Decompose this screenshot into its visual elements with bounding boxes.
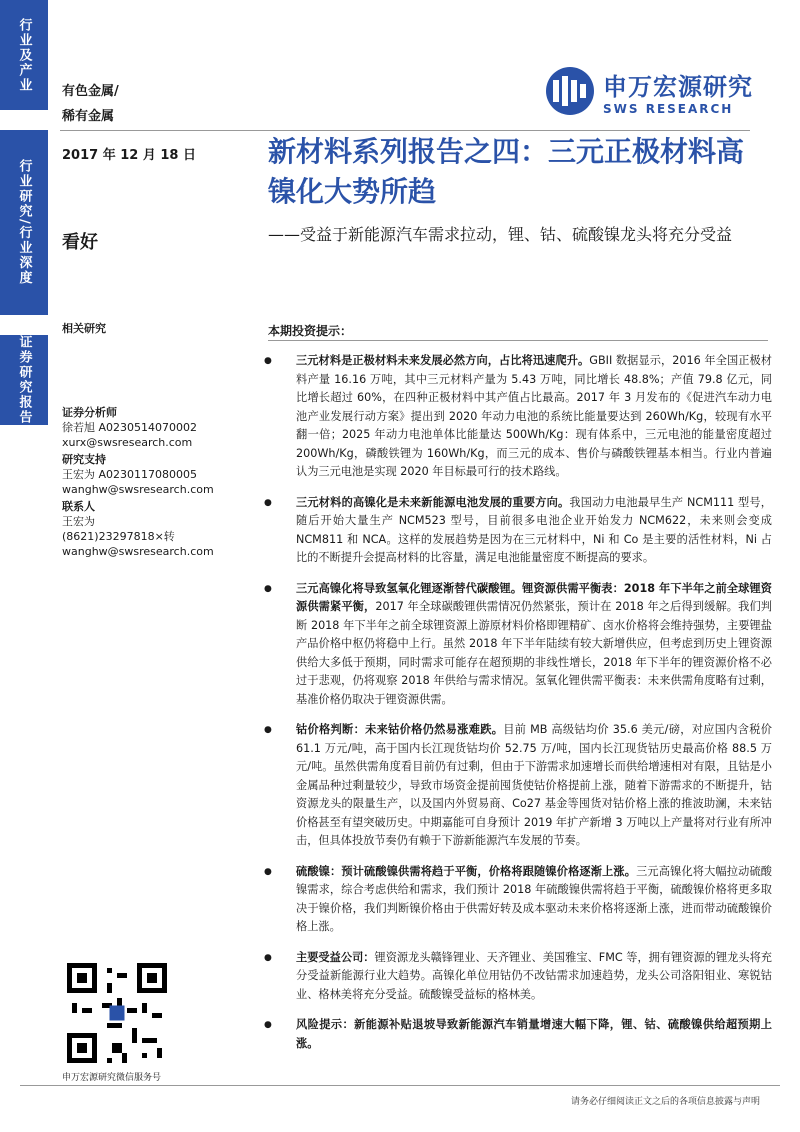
bullet-item: ● 主要受益公司：锂资源龙头赣锋锂业、天齐锂业、美国雅宝、FMC 等，拥有锂资源的锂龙头将充分受益新能源行业大趋势。高镍化单位用钴仍不改钴需求加速趋势，龙头公司洛阳钼业、寒锐钴业、格林美将充分受益。硫酸镍受益标的格林美。 [262,949,772,1005]
industry-label-2: 稀有金属 [62,109,115,124]
header-divider [60,130,750,131]
qr-code-icon [62,958,172,1068]
sidebar-tab-research-type: 行业研究/行业深度 [0,130,48,315]
industry-label-1: 有色金属/ [62,84,119,99]
logo-text-cn: 申万宏源研究 [603,72,753,101]
bullet-list [262,352,772,1065]
bullet-item: ● 三元材料的高镍化是未来新能源电池发展的重要方向。我国动力电池最早生产 NCM111 型号，随后开始大量生产 NCM523 型号，目前很多电池企业开始发力 NCM622，未来则会变成 NCM811 和 NCA。这样的发展趋势是因为在三元材料中，Ni 和 Co 是主要的活性材料，Ni 占比的不断提升会提高材料的比容量，满足电池能量密度不断提高的要求。 [262,494,772,568]
logo [545,66,753,116]
bullet-item: ● 三元高镍化将导致氢氧化锂逐渐替代碳酸锂。锂资源供需平衡表：2018 年下半年之前全球锂资源供需紧平衡，2017 年全球碳酸锂供需情况仍然紧张，预计在 2018 年之后得到缓解。我们判断 2018 年下半年之前全球锂资源上游原材料价格即锂精矿、卤水价格将会维持强势，主要锂盐产品价格中枢仍将稳中上行。虽然 2018 年下半年陆续有较大新增供应，但考虑到历史上锂资源供给大多低于预期，同时需求可能存在超预期的非线性增长，2018 年下半年的锂资源价格不必过于悲观，仍将观察 2018 年供给与需求情况。氢氧化锂供需平衡表：未来供需角度略有过剩，基准价格仍取决于锂资源供需。 [262,580,772,710]
analyst-2: 王宏为 A0230117080005 [62,468,198,481]
bullet-item: ● 硫酸镍：预计硫酸镍供需将趋于平衡，价格将跟随镍价格逐渐上涨。三元高镍化将大幅拉动硫酸镍需求，综合考虑供给和需求，我们预计 2018 年硫酸镍供需将趋于平衡，硫酸镍价格将更多取决于镍价格，我们判断镍价格由于供需好转及成本驱动未来价格将逐渐上涨，进而带动硫酸镍价格上涨。 [262,863,772,937]
report-subtitle: ——受益于新能源汽车需求拉动，锂、钴、硫酸镍龙头将充分受益 [268,225,733,244]
analyst-2-email[interactable]: wanghw@swsresearch.com [62,483,214,496]
logo-text-en: SWS RESEARCH [603,101,734,116]
contact-name: 王宏为 [62,515,95,528]
section-title: 本期投资提示： [268,324,353,338]
analyst-1-email[interactable]: xurx@swsresearch.com [62,436,193,449]
analyst-block [62,403,262,559]
qr-caption: 申万宏源研究微信服务号 [62,1073,162,1083]
footer-disclaimer: 请务必仔细阅读正文之后的各项信息披露与声明 [570,1097,760,1107]
contact-phone: (8621)23297818×转 [62,530,175,543]
sidebar [0,0,48,1132]
section-divider [268,340,768,341]
bullet-item: ● 三元材料是正极材料未来发展必然方向，占比将迅速爬升。GBII 数据显示，2016 年全国正极材料产量 16.16 万吨，其中三元材料产量为 5.43 万吨，同比增长 48.8%；产值 79.8 亿元，同比增长超过 60%，在四种正极材料中其产值占比最高。2017 年 3 月发布的《促进汽车动力电池产业发展行动方案》提出到 2020 年动力电池的系统比能量要达到 260Wh/Kg，较现有水平翻一倍；2025 年动力电池单体比能量达 500Wh/Kg：现有体系中，三元电池的能量密度超过 200Wh/Kg，磷酸铁锂为 160Wh/Kg，而三元的成本、售价与磷酸铁锂基本相当。行业内普遍认为三元电池是实现 2020 年目标最可行的技术路线。 [262,352,772,482]
footer-divider [20,1085,780,1086]
sidebar-tab-industry: 行业及产业 [0,0,48,110]
bullet-item: ● 钴价格判断：未来钴价格仍然易涨难跌。目前 MB 高级钴均价 35.6 美元/磅，对应国内含税价 61.1 万元/吨，高于国内长江现货钴均价 52.75 万/吨，国内长江现货钴历史最高价格 88.5 万元/吨。虽然供需角度看目前仍有过剩，但由于下游需求加速增长而供给增速相对有限，且钴是小金属品种过剩量较少，导致市场资金提前囤货使钴价格提前上涨，随着下游需求的不断提升，钴资源龙头的限量生产，以及国内外贸易商、Co27 基金等囤货对钴价格上涨的推波助澜，未来钴价格甚至有望突破历史。中期嘉能可自身预计 2019 年扩产新增 3 万吨以上产量将对行业有所冲击，但具体投放节奏仍有赖于下游新能源汽车发展的节奏。 [262,721,772,851]
report-date: 2017 年 12 月 18 日 [62,148,196,163]
bullet-item: ● 风险提示：新能源补贴退坡导致新能源汽车销量增速大幅下降，锂、钴、硫酸镍供给超预期上涨。 [262,1016,772,1053]
contact-heading: 联系人 [62,500,95,513]
analyst-heading: 证券分析师 [62,406,117,419]
related-research-heading: 相关研究 [62,322,106,335]
assistant-heading: 研究支持 [62,453,106,466]
sidebar-tab-report-type: 证券研究报告 [0,335,48,425]
report-title: 新材料系列报告之四：三元正极材料高镍化大势所趋 [268,135,745,208]
analyst-1: 徐若旭 A0230514070002 [62,421,198,434]
rating: 看好 [62,232,98,253]
contact-email[interactable]: wanghw@swsresearch.com [62,545,214,558]
logo-icon [545,66,595,116]
